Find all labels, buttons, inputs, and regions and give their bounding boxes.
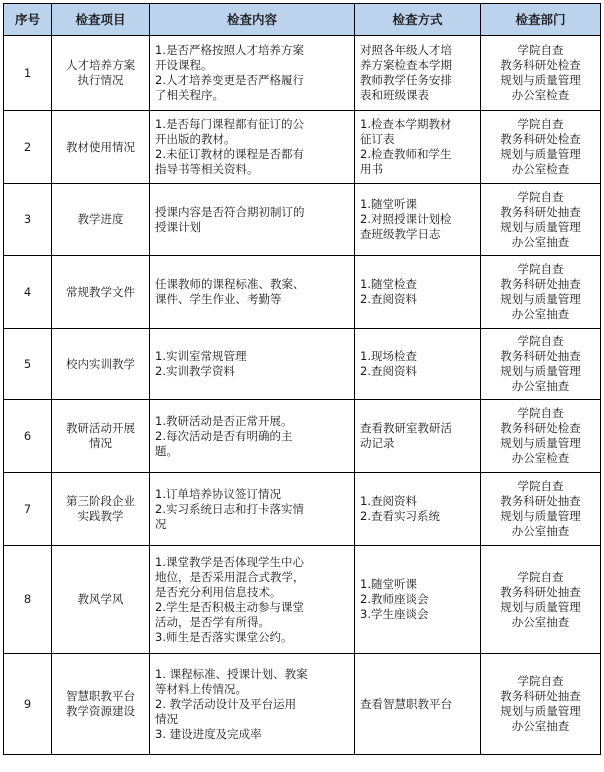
cell-content-line: 开出版的教材。: [155, 132, 236, 146]
cell-dept: [481, 473, 601, 546]
cell-item: [52, 546, 150, 654]
table-row: [4, 256, 601, 329]
cell-dept-line: 教务科研处抽查: [500, 349, 581, 363]
cell-dept-line: 规划与质量管理: [500, 292, 581, 306]
cell-dept-line: 学院自查: [517, 334, 564, 348]
cell-content-line: 1. 课程标准、授课计划、教案: [155, 666, 308, 681]
cell-no: 1: [4, 36, 52, 111]
table-row: [4, 654, 601, 755]
cell-content-line: 1.是否严格按照人才培养方案: [155, 43, 304, 57]
cell-item-line: 智慧职教平台: [66, 689, 135, 703]
table-row: [4, 329, 601, 400]
cell-item: [52, 111, 150, 184]
cell-item-line: 校内实训教学: [66, 356, 135, 371]
cell-dept-line: 教务科研处抽查: [500, 277, 581, 291]
cell-method: [355, 546, 481, 654]
cell-dept-line: 规划与质量管理: [500, 147, 581, 161]
cell-content-line: 地位，是否采用混合式教学，: [155, 569, 305, 584]
cell-no: 3: [4, 184, 52, 256]
cell-content: [150, 654, 355, 755]
table-row: [4, 184, 601, 256]
cell-dept: [481, 256, 601, 329]
table-row: [4, 36, 601, 111]
cell-content: [150, 329, 355, 400]
cell-dept-line: 规划与质量管理: [500, 73, 581, 87]
cell-method-line: 1.查阅资料: [360, 494, 417, 508]
cell-method: [355, 111, 481, 184]
cell-dept-line: 教务科研处抽查: [500, 204, 581, 219]
cell-item-line: 教研活动开展: [66, 421, 135, 435]
cell-method: [355, 184, 481, 256]
cell-dept-line: 办公室抽查: [511, 614, 570, 629]
cell-item: [52, 473, 150, 546]
cell-dept-line: 教务科研处检查: [500, 58, 581, 72]
cell-content: [150, 473, 355, 546]
cell-method-line: 2.查阅资料: [360, 364, 417, 378]
cell-item-line: 教风学风: [77, 592, 124, 606]
cell-dept-line: 办公室抽查: [511, 719, 570, 733]
cell-dept-line: 规划与质量管理: [500, 509, 581, 523]
cell-dept-line: 规划与质量管理: [500, 599, 581, 614]
cell-dept-line: 学院自查: [517, 43, 564, 57]
cell-dept: [481, 654, 601, 755]
cell-content-line: 授课内容是否符合期初制订的: [155, 204, 305, 219]
cell-dept-line: 学院自查: [517, 262, 564, 276]
cell-method-line: 1.随堂听课: [360, 197, 417, 211]
cell-content-line: 1.实训室常规管理: [155, 349, 247, 363]
cell-dept-line: 办公室抽查: [511, 234, 570, 249]
cell-dept-line: 教务科研处检查: [500, 132, 581, 146]
cell-item-line: 教学进度: [77, 212, 124, 226]
cell-item: [52, 36, 150, 111]
header-method: 检查方式: [355, 4, 481, 36]
cell-content-line: 2.实习系统日志和打卡落实情: [155, 501, 304, 516]
cell-dept-line: 规划与质量管理: [500, 704, 581, 718]
cell-content: [150, 36, 355, 111]
cell-content-line: 1.是否每门课程都有征订的公: [155, 117, 304, 131]
cell-dept-line: 教务科研处抽查: [500, 689, 581, 703]
cell-method-line: 表和班级课表: [360, 88, 429, 102]
cell-content-line: 任课教师的课程标准、教案、: [155, 277, 305, 291]
cell-dept-line: 办公室检查: [511, 451, 570, 465]
cell-method: [355, 36, 481, 111]
cell-content-line: 指导书等相关资料。: [155, 162, 259, 176]
cell-content-line: 等材料上传情况。: [155, 681, 247, 696]
cell-dept-line: 办公室检查: [511, 162, 570, 176]
cell-method-line: 对照各年级人才培: [360, 43, 452, 57]
cell-no: 9: [4, 654, 52, 755]
cell-method-line: 2.查阅资料: [360, 292, 417, 306]
table-row: [4, 111, 601, 184]
cell-item-line: 常规教学文件: [66, 284, 135, 299]
cell-content-line: 活动，是否学有所得。: [155, 614, 270, 629]
cell-method: [355, 329, 481, 400]
table-row: [4, 473, 601, 546]
cell-method: [355, 654, 481, 755]
cell-dept-line: 教务科研处抽查: [500, 494, 581, 508]
cell-dept-line: 规划与质量管理: [500, 436, 581, 450]
cell-content-line: 1.教研活动是否正常开展。: [155, 413, 293, 428]
inspection-table: [3, 3, 601, 755]
cell-content-line: 情况: [155, 711, 178, 726]
cell-method-line: 1.随堂听课: [360, 577, 417, 591]
cell-content: [150, 184, 355, 256]
cell-dept-line: 办公室检查: [511, 88, 570, 102]
cell-method-line: 2.检查教师和学生: [360, 147, 452, 161]
cell-content-line: 3.师生是否落实课堂公约。: [155, 629, 293, 644]
cell-dept-line: 办公室抽查: [511, 524, 570, 538]
table-row: [4, 546, 601, 654]
cell-item-line: 第三阶段企业: [66, 494, 135, 508]
cell-method-line: 教师教学任务安排: [360, 73, 452, 87]
table-body: [4, 36, 601, 755]
cell-dept: [481, 184, 601, 256]
cell-dept-line: 学院自查: [517, 479, 564, 493]
cell-content-line: 开设课程。: [155, 58, 213, 72]
cell-content-line: 2.人才培养变更是否严格履行: [155, 73, 304, 87]
cell-dept-line: 学院自查: [517, 406, 564, 420]
cell-dept: [481, 111, 601, 184]
cell-dept-line: 学院自查: [517, 189, 564, 204]
cell-item-line: 人才培养方案: [66, 58, 135, 72]
cell-content-line: 3. 建设进度及完成率: [155, 726, 262, 741]
cell-content-line: 1.课堂教学是否体现学生中心: [155, 554, 304, 569]
cell-content-line: 2.学生是否积极主动参与课堂: [155, 599, 304, 614]
cell-content: [150, 256, 355, 329]
cell-method-line: 2.对照授课计划检: [360, 212, 452, 226]
cell-content-line: 2. 教学活动设计及平台运用: [155, 696, 297, 711]
cell-method-line: 1.现场检查: [360, 349, 417, 363]
cell-item-line: 实践教学: [77, 509, 124, 523]
header-item: 检查项目: [52, 4, 150, 36]
cell-item-line: 教材使用情况: [66, 139, 135, 154]
cell-no: 7: [4, 473, 52, 546]
cell-content-line: 2.未征订教材的课程是否都有: [155, 147, 304, 161]
cell-dept-line: 学院自查: [517, 674, 564, 688]
cell-item-line: 情况: [89, 436, 112, 450]
cell-item: [52, 654, 150, 755]
cell-content-line: 课件、学生作业、考勤等: [155, 292, 282, 306]
cell-dept-line: 办公室抽查: [511, 307, 570, 321]
cell-content-line: 2.每次活动是否有明确的主: [155, 428, 293, 443]
cell-method-line: 1.随堂检查: [360, 277, 417, 291]
cell-dept-line: 办公室抽查: [511, 379, 570, 393]
cell-content-line: 2.实训教学资料: [155, 364, 235, 378]
cell-method: [355, 400, 481, 473]
cell-method-line: 用书: [360, 162, 383, 176]
cell-content: [150, 111, 355, 184]
header-row: [4, 4, 601, 36]
cell-dept: [481, 36, 601, 111]
cell-item: [52, 400, 150, 473]
cell-item-line: 教学资源建设: [66, 704, 135, 718]
cell-item: [52, 256, 150, 329]
header-no: 序号: [4, 4, 52, 36]
cell-method-line: 查看教研室教研活: [360, 421, 452, 435]
cell-method-line: 2.查看实习系统: [360, 509, 440, 523]
cell-dept-line: 规划与质量管理: [500, 219, 581, 234]
cell-content-line: 1.订单培养协议签订情况: [155, 486, 281, 501]
cell-dept-line: 教务科研处抽查: [500, 584, 581, 599]
cell-no: 6: [4, 400, 52, 473]
cell-method-line: 养方案检查本学期: [360, 58, 452, 72]
cell-dept: [481, 546, 601, 654]
cell-method-line: 征订表: [360, 132, 395, 146]
cell-method: [355, 473, 481, 546]
cell-dept-line: 教务科研处检查: [500, 421, 581, 435]
cell-no: 8: [4, 546, 52, 654]
cell-method-line: 2.教师座谈会: [360, 592, 429, 606]
cell-dept-line: 学院自查: [517, 117, 564, 131]
cell-content-line: 了相关程序。: [155, 88, 224, 102]
cell-dept-line: 学院自查: [517, 569, 564, 584]
table-row: [4, 400, 601, 473]
cell-method-line: 动记录: [360, 436, 395, 450]
cell-method-line: 1.检查本学期教材: [360, 117, 452, 131]
cell-content-line: 题。: [155, 443, 178, 458]
header-dept: 检查部门: [481, 4, 601, 36]
cell-no: 5: [4, 329, 52, 400]
header-content: 检查内容: [150, 4, 355, 36]
cell-no: 2: [4, 111, 52, 184]
cell-method-line: 3.学生座谈会: [360, 607, 429, 621]
cell-no: 4: [4, 256, 52, 329]
cell-item: [52, 329, 150, 400]
cell-method-line: 查班级教学日志: [360, 227, 441, 241]
cell-content-line: 是否充分利用信息技术。: [155, 584, 282, 599]
cell-dept: [481, 329, 601, 400]
cell-content-line: 况: [155, 516, 167, 531]
cell-dept-line: 规划与质量管理: [500, 364, 581, 378]
cell-content: [150, 400, 355, 473]
cell-dept: [481, 400, 601, 473]
cell-method-line: 查看智慧职教平台: [360, 696, 452, 711]
cell-item-line: 执行情况: [77, 73, 124, 87]
cell-content: [150, 546, 355, 654]
cell-item: [52, 184, 150, 256]
cell-method: [355, 256, 481, 329]
cell-content-line: 授课计划: [155, 219, 201, 234]
